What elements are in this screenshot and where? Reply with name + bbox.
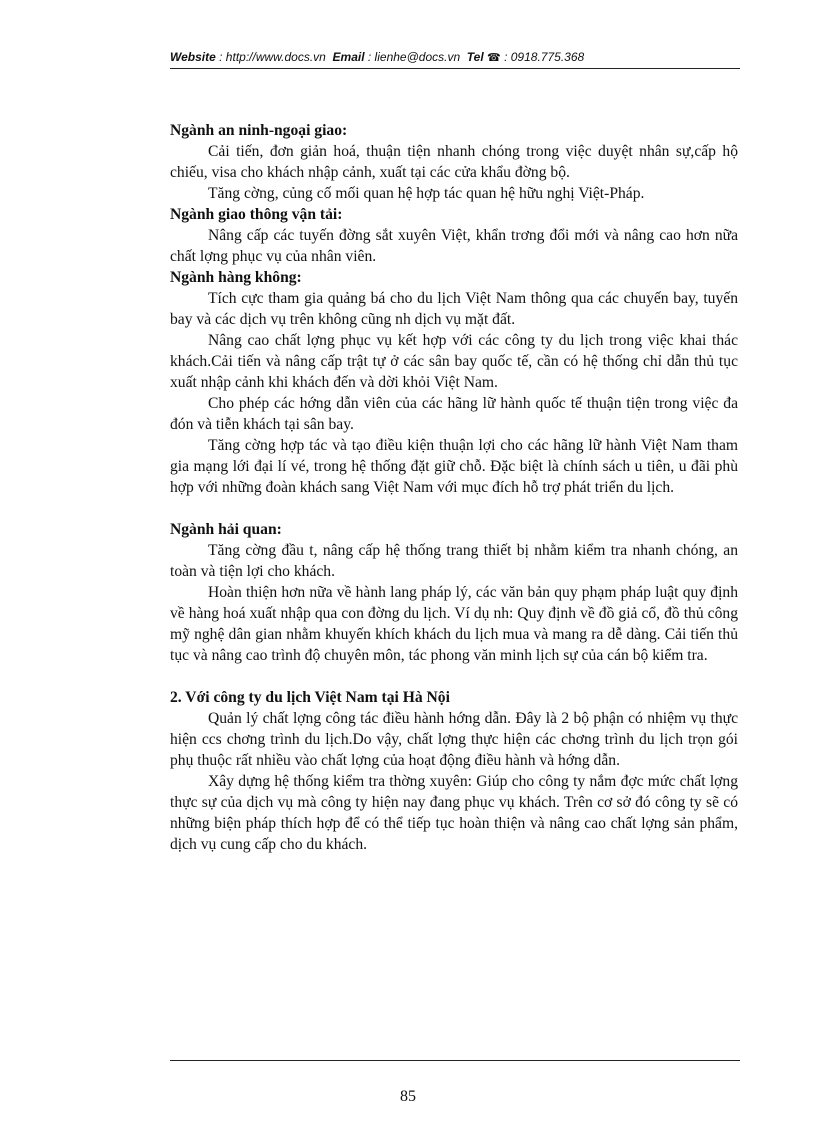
footer-divider — [170, 1060, 740, 1061]
telephone-icon: ☎ — [487, 52, 501, 64]
section-heading: Ngành hải quan: — [170, 521, 282, 538]
paragraph: Xây dựng hệ thống kiểm tra thờng xuyên: Giúp cho công ty nắm đợc mức chất lợng thực sự của dịch vụ mà công ty hiện nay đang phục vụ khách. Trên cơ sở đó công ty sẽ có những biện pháp thích hợp để có thể tiếp tục hoàn thiện và nâng cao chất lợng sản phẩm, dịch vụ cung cấp cho du khách. — [170, 773, 738, 853]
paragraph: Cho phép các hớng dẫn viên của các hãng lữ hành quốc tế thuận tiện trong việc đa đón và tiễn khách tại sân bay. — [170, 395, 738, 433]
section-heading: Ngành hàng không: — [170, 269, 302, 286]
spacer — [170, 666, 738, 687]
section-heading: Ngành giao thông vận tải: — [170, 206, 343, 223]
website-value: : http://www.docs.vn — [219, 50, 326, 64]
spacer — [170, 498, 738, 519]
paragraph: Nâng cao chất lợng phục vụ kết hợp với các công ty du lịch trong việc khai thác khách.Cải tiến và nâng cấp trật tự ở các sân bay quốc tế, cần có hệ thống chỉ dẫn thủ tục xuất nhập cảnh khi khách đến và dời khỏi Việt Nam. — [170, 332, 738, 391]
paragraph: Tăng cờng đầu t, nâng cấp hệ thống trang thiết bị nhằm kiểm tra nhanh chóng, an toàn và tiện lợi cho khách. — [170, 542, 738, 580]
paragraph: Quản lý chất lợng công tác điều hành hớng dẫn. Đây là 2 bộ phận có nhiệm vụ thực hiện ccs chơng trình du lịch.Do vậy, chất lợng thực hiện các chơng trình du lịch trọn gói phụ thuộc rất nhiều vào chất lợng của hoạt động điều hành và hớng dẫn. — [170, 710, 738, 769]
tel-value: : 0918.775.368 — [504, 50, 585, 64]
tel-label: Tel — [466, 50, 484, 64]
page-header — [170, 50, 740, 64]
paragraph: Tích cực tham gia quảng bá cho du lịch Việt Nam thông qua các chuyến bay, tuyến bay và các dịch vụ trên không cũng nh dịch vụ mặt đất. — [170, 290, 738, 328]
paragraph: Cải tiến, đơn giản hoá, thuận tiện nhanh chóng trong việc duyệt nhân sự,cấp hộ chiếu, visa cho khách nhập cảnh, xuất tại các cửa khẩu đờng bộ. — [170, 143, 738, 181]
paragraph: Tăng cờng, củng cố mối quan hệ hợp tác quan hệ hữu nghị Việt-Pháp. — [208, 185, 645, 202]
email-label: Email — [332, 50, 365, 64]
paragraph: Hoàn thiện hơn nữa về hành lang pháp lý, các văn bản quy phạm pháp luật quy định về hàng hoá xuất nhập qua con đờng du lịch. Ví dụ nh: Quy định về đồ giả cổ, đồ thủ công mỹ nghệ dân gian nhằm khuyến khích khách du lịch mua và mang ra dễ dàng. Cải tiến thủ tục và nâng cao trình độ chuyên môn, tác phong văn minh lịch sự của cán bộ kiểm tra. — [170, 584, 738, 664]
section-heading: Ngành an ninh-ngoại giao: — [170, 122, 348, 139]
paragraph: Nâng cấp các tuyến đờng sắt xuyên Việt, khẩn trơng đổi mới và nâng cao hơn nữa chất lợng phục vụ của nhân viên. — [170, 227, 738, 265]
website-label: Website — [170, 50, 216, 64]
header-divider — [170, 68, 740, 69]
email-value: : lienhe@docs.vn — [367, 50, 461, 64]
section-heading: 2. Với công ty du lịch Việt Nam tại Hà Nội — [170, 689, 450, 706]
document-body — [170, 120, 738, 855]
page-number: 85 — [400, 1088, 416, 1105]
paragraph: Tăng cờng hợp tác và tạo điều kiện thuận lợi cho các hãng lữ hành Việt Nam tham gia mạng lới đại lí vé, trong hệ thống đặt giữ chỗ. Đặc biệt là chính sách u tiên, u đãi phù hợp với những đoàn khách sang Việt Nam với mục đích hỗ trợ phát triển du lịch. — [170, 437, 738, 496]
